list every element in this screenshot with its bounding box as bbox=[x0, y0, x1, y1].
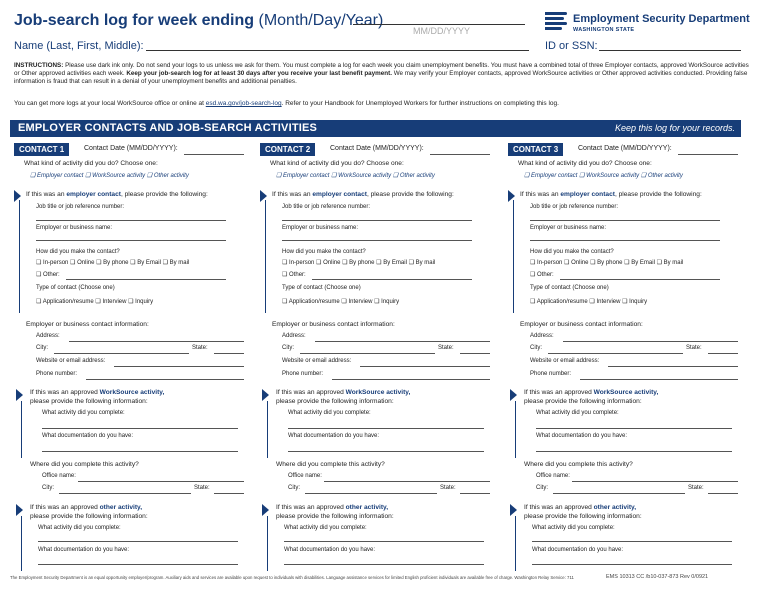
contact-info-label: Employer or business contact information: bbox=[520, 321, 643, 328]
activity-options[interactable]: ❑ Employer contact ❑ WorkSource activity ❑ Other activity bbox=[276, 173, 435, 179]
oth-bold: other activity, bbox=[99, 504, 143, 511]
city2-field[interactable] bbox=[59, 492, 191, 494]
job-title-label: Job title or job reference number: bbox=[36, 204, 125, 210]
instructions bbox=[14, 62, 754, 87]
emp-pre: If this was an bbox=[272, 191, 311, 198]
job-title-label: Job title or job reference number: bbox=[282, 204, 371, 210]
employer-name-field[interactable] bbox=[530, 239, 720, 241]
worksource-subheading: please provide the following information: bbox=[524, 398, 642, 405]
office-label: Office name: bbox=[42, 473, 76, 479]
employer-contact-heading bbox=[26, 191, 208, 198]
ws-pre: If this was an approved bbox=[524, 389, 592, 396]
emp-pre: If this was an bbox=[520, 191, 559, 198]
footer-disclaimer: The Employment Security Department is an equal opportunity employer/program. Auxiliary aids and services are available upon request to individuals with disabilities. Language assistance services for limited English proficient individuals are available free of charge. Washington Relay Service: 711 bbox=[10, 575, 574, 580]
banner-title: EMPLOYER CONTACTS AND JOB-SEARCH ACTIVITIES bbox=[18, 122, 318, 134]
state-label: State: bbox=[686, 345, 702, 351]
contact-date-label: Contact Date (MM/DD/YYYY): bbox=[578, 145, 672, 152]
phone-field[interactable] bbox=[332, 378, 490, 380]
section-rule bbox=[265, 200, 266, 313]
oth-pre: If this was an approved bbox=[30, 504, 98, 511]
page-title bbox=[14, 12, 383, 30]
worksource-heading bbox=[276, 389, 410, 396]
employer-name-field[interactable] bbox=[36, 239, 226, 241]
other-field[interactable] bbox=[66, 278, 226, 280]
oth-activity-label: What activity did you complete: bbox=[38, 525, 121, 531]
activity-question: What kind of activity did you do? Choose one: bbox=[270, 160, 404, 167]
section-rule bbox=[515, 401, 516, 458]
emp-bold: employer contact bbox=[312, 191, 367, 198]
job-title-field[interactable] bbox=[282, 219, 472, 221]
more-pre: You can get more logs at your local WorkSource office or online at bbox=[14, 100, 204, 107]
ws-pre: If this was an approved bbox=[30, 389, 98, 396]
section-rule bbox=[19, 200, 20, 313]
type-contact-label: Type of contact (Choose one) bbox=[36, 285, 115, 291]
emp-bold: employer contact bbox=[66, 191, 121, 198]
website-field[interactable] bbox=[114, 365, 244, 367]
contact-column-1 bbox=[14, 143, 250, 573]
worksource-heading bbox=[524, 389, 658, 396]
ws-activity-field[interactable] bbox=[42, 427, 238, 429]
name-label: Name (Last, First, Middle): bbox=[14, 40, 144, 52]
contact-tag: CONTACT 3 bbox=[508, 143, 563, 156]
oth-activity-field[interactable] bbox=[38, 540, 238, 542]
oth-doc-field[interactable] bbox=[532, 563, 732, 565]
instructions-text2: We may verify your Employer contacts, approved WorkSource activities or Other approved activities conducted. Providing false information is fraud that can result in a denial of your unemployment benefits and additional penalties. bbox=[14, 70, 748, 86]
where-label: Where did you complete this activity? bbox=[276, 461, 385, 468]
oth-pre: If this was an approved bbox=[524, 504, 592, 511]
ws-activity-field[interactable] bbox=[536, 427, 732, 429]
phone-label: Phone number: bbox=[282, 371, 324, 377]
other-option[interactable]: ❑ Other: bbox=[282, 272, 306, 278]
oth-activity-label: What activity did you complete: bbox=[284, 525, 367, 531]
section-rule bbox=[513, 200, 514, 313]
job-title-label: Job title or job reference number: bbox=[530, 204, 619, 210]
state2-field[interactable] bbox=[460, 492, 490, 494]
website-field[interactable] bbox=[360, 365, 490, 367]
city2-label: City: bbox=[288, 485, 300, 491]
address-label: Address: bbox=[36, 333, 60, 339]
state2-label: State: bbox=[194, 485, 210, 491]
instructions-bold: Keep your job-search log for at least 30 days after you receive your last benefit payment. bbox=[126, 70, 392, 78]
employer-name-field[interactable] bbox=[282, 239, 472, 241]
title-bold: Job-search log for week ending bbox=[14, 12, 255, 29]
worksource-subheading: please provide the following information: bbox=[30, 398, 148, 405]
worksource-heading bbox=[30, 389, 164, 396]
oth-bold: other activity, bbox=[593, 504, 637, 511]
oth-pre: If this was an approved bbox=[276, 504, 344, 511]
type-contact-label: Type of contact (Choose one) bbox=[282, 285, 361, 291]
logo-name: Employment Security Department bbox=[573, 13, 750, 25]
oth-doc-label: What documentation do you have: bbox=[284, 547, 376, 553]
oth-doc-label: What documentation do you have: bbox=[532, 547, 624, 553]
how-contact-options[interactable]: ❑ In-person ❑ Online ❑ By phone ❑ By Email ❑ By mail bbox=[36, 260, 190, 266]
contact-date-label: Contact Date (MM/DD/YYYY): bbox=[84, 145, 178, 152]
logo-state: WASHINGTON STATE bbox=[573, 27, 635, 33]
activity-options[interactable]: ❑ Employer contact ❑ WorkSource activity ❑ Other activity bbox=[524, 173, 683, 179]
address-field[interactable] bbox=[69, 340, 244, 342]
website-field[interactable] bbox=[608, 365, 738, 367]
contact-date-field[interactable] bbox=[184, 153, 244, 155]
how-contact-options[interactable]: ❑ In-person ❑ Online ❑ By phone ❑ By Email ❑ By mail bbox=[282, 260, 436, 266]
arrow-icon bbox=[262, 389, 269, 401]
other-activity-subheading: please provide the following information: bbox=[276, 513, 394, 520]
contact-column-2 bbox=[260, 143, 496, 573]
contact-date-label: Contact Date (MM/DD/YYYY): bbox=[330, 145, 424, 152]
oth-activity-field[interactable] bbox=[532, 540, 732, 542]
ws-doc-label: What documentation do you have: bbox=[288, 433, 380, 439]
contact-column-3 bbox=[508, 143, 744, 573]
other-activity-heading bbox=[524, 504, 636, 511]
phone-label: Phone number: bbox=[530, 371, 572, 377]
id-label: ID or SSN: bbox=[545, 40, 598, 52]
how-contact-label: How did you make the contact? bbox=[530, 249, 614, 255]
ws-activity-field[interactable] bbox=[288, 427, 484, 429]
state-field[interactable] bbox=[460, 352, 490, 354]
emp-post: , please provide the following: bbox=[366, 191, 454, 198]
ws-doc-label: What documentation do you have: bbox=[536, 433, 628, 439]
type-contact-options[interactable]: ❑ Application/resume ❑ Interview ❑ Inquiry bbox=[36, 299, 154, 305]
activity-question: What kind of activity did you do? Choose one: bbox=[518, 160, 652, 167]
office-field[interactable] bbox=[324, 480, 490, 482]
state2-field[interactable] bbox=[214, 492, 244, 494]
arrow-icon bbox=[510, 389, 517, 401]
other-option[interactable]: ❑ Other: bbox=[36, 272, 60, 278]
employer-name-label: Employer or business name: bbox=[282, 225, 359, 231]
banner-note: Keep this log for your records. bbox=[614, 123, 735, 133]
state-field[interactable] bbox=[708, 352, 738, 354]
other-field[interactable] bbox=[312, 278, 472, 280]
employer-name-label: Employer or business name: bbox=[36, 225, 113, 231]
office-field[interactable] bbox=[78, 480, 244, 482]
id-field[interactable] bbox=[599, 50, 741, 51]
other-option[interactable]: ❑ Other: bbox=[530, 272, 554, 278]
city2-field[interactable] bbox=[305, 492, 437, 494]
arrow-icon bbox=[510, 504, 517, 516]
ws-activity-label: What activity did you complete: bbox=[288, 410, 371, 416]
title-date-format: (Month/Day/Year) bbox=[258, 12, 384, 29]
other-activity-subheading: please provide the following information: bbox=[524, 513, 642, 520]
other-activity-subheading: please provide the following information: bbox=[30, 513, 148, 520]
office-label: Office name: bbox=[536, 473, 570, 479]
city-label: City: bbox=[530, 345, 542, 351]
job-title-field[interactable] bbox=[36, 219, 226, 221]
where-label: Where did you complete this activity? bbox=[30, 461, 139, 468]
arrow-icon bbox=[16, 504, 23, 516]
contact-tag: CONTACT 1 bbox=[14, 143, 69, 156]
address-field[interactable] bbox=[563, 340, 738, 342]
contact-date-field[interactable] bbox=[430, 153, 490, 155]
section-banner bbox=[10, 120, 741, 137]
city2-label: City: bbox=[536, 485, 548, 491]
state2-field[interactable] bbox=[708, 492, 738, 494]
other-field[interactable] bbox=[560, 278, 720, 280]
contact-info-label: Employer or business contact information: bbox=[26, 321, 149, 328]
employer-contact-heading bbox=[272, 191, 454, 198]
state-label: State: bbox=[192, 345, 208, 351]
emp-post: , please provide the following: bbox=[614, 191, 702, 198]
address-label: Address: bbox=[282, 333, 306, 339]
section-rule bbox=[267, 401, 268, 458]
website-label: Website or email address: bbox=[530, 358, 600, 364]
worksource-subheading: please provide the following information: bbox=[276, 398, 394, 405]
where-label: Where did you complete this activity? bbox=[524, 461, 633, 468]
instructions-text1: Please use dark ink only. Do not send your logs to us unless we ask for them. You must complete a log for each week you claim unemployment benefits. You must have a combined total of three Employer contacts, approved WorkSource activities or Other approved activities each week. bbox=[14, 62, 749, 78]
oth-doc-label: What documentation do you have: bbox=[38, 547, 130, 553]
ws-activity-label: What activity did you complete: bbox=[42, 410, 125, 416]
ws-bold: WorkSource activity, bbox=[593, 389, 659, 396]
employer-name-label: Employer or business name: bbox=[530, 225, 607, 231]
section-rule bbox=[21, 401, 22, 458]
emp-pre: If this was an bbox=[26, 191, 65, 198]
city-field[interactable] bbox=[300, 352, 435, 354]
contact-info-label: Employer or business contact information: bbox=[272, 321, 395, 328]
contact-date-field[interactable] bbox=[678, 153, 738, 155]
other-activity-heading bbox=[30, 504, 142, 511]
esd-link[interactable]: esd.wa.gov/job-search-log bbox=[205, 100, 282, 107]
job-title-field[interactable] bbox=[530, 219, 720, 221]
other-activity-heading bbox=[276, 504, 388, 511]
section-rule bbox=[515, 516, 516, 571]
oth-bold: other activity, bbox=[345, 504, 389, 511]
ws-doc-label: What documentation do you have: bbox=[42, 433, 134, 439]
address-label: Address: bbox=[530, 333, 554, 339]
how-contact-label: How did you make the contact? bbox=[36, 249, 120, 255]
city-field[interactable] bbox=[54, 352, 189, 354]
ws-bold: WorkSource activity, bbox=[99, 389, 165, 396]
city2-label: City: bbox=[42, 485, 54, 491]
oth-activity-field[interactable] bbox=[284, 540, 484, 542]
phone-label: Phone number: bbox=[36, 371, 78, 377]
type-contact-options[interactable]: ❑ Application/resume ❑ Interview ❑ Inquiry bbox=[530, 299, 648, 305]
website-label: Website or email address: bbox=[36, 358, 106, 364]
ws-doc-field[interactable] bbox=[42, 450, 238, 452]
more-logs-text bbox=[14, 100, 559, 107]
week-ending-hint: MM/DD/YYYY bbox=[413, 26, 471, 36]
contact-tag: CONTACT 2 bbox=[260, 143, 315, 156]
instructions-label: INSTRUCTIONS: bbox=[14, 62, 64, 69]
how-contact-label: How did you make the contact? bbox=[282, 249, 366, 255]
activity-options[interactable]: ❑ Employer contact ❑ WorkSource activity ❑ Other activity bbox=[30, 173, 189, 179]
ws-activity-label: What activity did you complete: bbox=[536, 410, 619, 416]
ws-doc-field[interactable] bbox=[536, 450, 732, 452]
website-label: Website or email address: bbox=[282, 358, 352, 364]
state2-label: State: bbox=[440, 485, 456, 491]
emp-bold: employer contact bbox=[560, 191, 615, 198]
section-rule bbox=[21, 516, 22, 571]
ws-doc-field[interactable] bbox=[288, 450, 484, 452]
state2-label: State: bbox=[688, 485, 704, 491]
type-contact-label: Type of contact (Choose one) bbox=[530, 285, 609, 291]
type-contact-options[interactable]: ❑ Application/resume ❑ Interview ❑ Inquiry bbox=[282, 299, 400, 305]
office-field[interactable] bbox=[572, 480, 738, 482]
arrow-icon bbox=[262, 504, 269, 516]
state-label: State: bbox=[438, 345, 454, 351]
week-ending-field[interactable] bbox=[353, 24, 525, 25]
arrow-icon bbox=[16, 389, 23, 401]
activity-question: What kind of activity did you do? Choose one: bbox=[24, 160, 158, 167]
city2-field[interactable] bbox=[553, 492, 685, 494]
emp-post: , please provide the following: bbox=[120, 191, 208, 198]
form-number: EMS 10313 CC /b10-037-873 Rev 0/0921 bbox=[606, 574, 709, 580]
name-field[interactable] bbox=[146, 50, 529, 51]
oth-doc-field[interactable] bbox=[38, 563, 238, 565]
logo-icon bbox=[545, 10, 567, 32]
oth-activity-label: What activity did you complete: bbox=[532, 525, 615, 531]
ws-bold: WorkSource activity, bbox=[345, 389, 411, 396]
phone-field[interactable] bbox=[86, 378, 244, 380]
phone-field[interactable] bbox=[580, 378, 738, 380]
section-rule bbox=[267, 516, 268, 571]
more-post: . Refer to your Handbook for Unemployed Workers for further instructions on completing this log. bbox=[281, 100, 559, 107]
how-contact-options[interactable]: ❑ In-person ❑ Online ❑ By phone ❑ By Email ❑ By mail bbox=[530, 260, 684, 266]
oth-doc-field[interactable] bbox=[284, 563, 484, 565]
esd-logo bbox=[545, 10, 750, 33]
city-label: City: bbox=[282, 345, 294, 351]
state-field[interactable] bbox=[214, 352, 244, 354]
office-label: Office name: bbox=[288, 473, 322, 479]
ws-pre: If this was an approved bbox=[276, 389, 344, 396]
city-field[interactable] bbox=[548, 352, 683, 354]
employer-contact-heading bbox=[520, 191, 702, 198]
city-label: City: bbox=[36, 345, 48, 351]
address-field[interactable] bbox=[315, 340, 490, 342]
